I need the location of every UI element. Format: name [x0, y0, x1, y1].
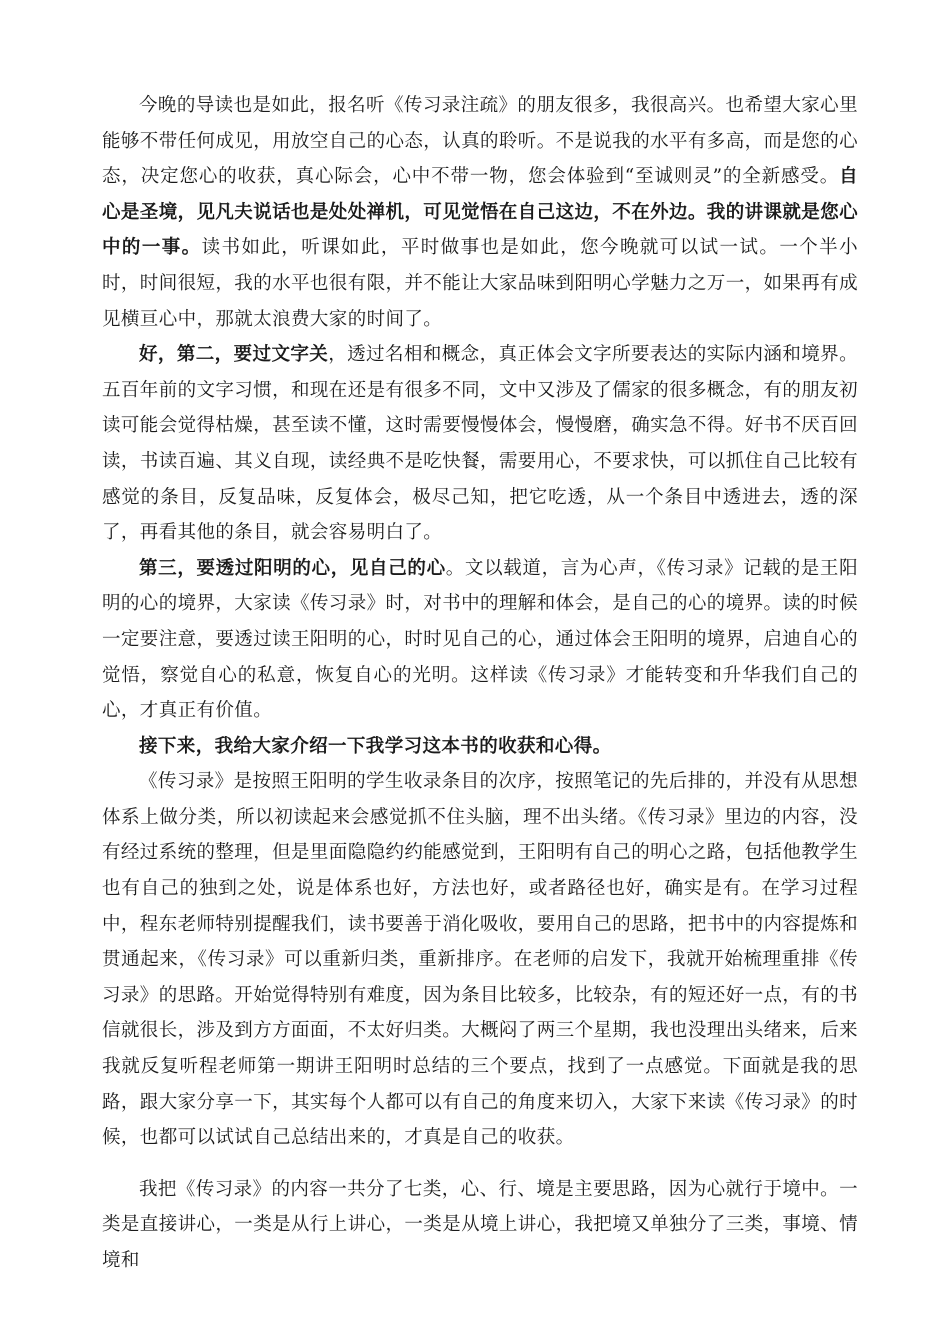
text-segment: 我把《传习录》的内容一共分了七类，心、行、境是主要思路，因为心就行于境中。一类是直接讲心，一类是从行上讲心，一类是从境上讲心，我把境又单独分了三类，事境、情境和 — [102, 1178, 859, 1271]
text-segment: 《传习录》是按照王阳明的学生收录条目的次序，按照笔记的先后排的，并没有从思想体系上做分类，所以初读起来会感觉抓不住头脑，理不出头绪。《传习录》里边的内容，没有经过系统的整理，但是里面隐隐约约能感觉到，王阳明有自己的明心之路，包括他教学生也有自己的独到之处，说是体系也好，方法也好，或者路径也好，确实是有。在学习过程中，程东老师特别提醒我们，读书要善于消化吸收，要用自己的思路，把书中的内容提炼和贯通起来，《传习录》可以重新归类，重新排序。在老师的启发下，我就开始梳理重排《传习录》的思路。开始觉得特别有难度，因为条目比较多，比较杂，有的短还好一点，有的书信就很长，涉及到方方面面，不太好归类。大概闷了两三个星期，我也没理出头绪来，后来我就反复听程老师第一期讲王阳明时总结的三个要点，找到了一点感觉。下面就是我的思路，跟大家分享一下，其实每个人都可以有自己的角度来切入，大家下来读《传习录》的时候，也都可以试试自己总结出来的，才真是自己的收获。 — [102, 771, 859, 1149]
text-segment: 读书如此，听课如此，平时做事也是如此，您今晚就可以试一试。一个半小时，时间很短，我的水平也很有限，并不能让大家品味到阳明心学魅力之万一，如果再有成见横亘心中，那就太浪费大家的时间了。 — [102, 237, 859, 330]
paragraph-heading-next — [102, 729, 858, 765]
bold-text-segment: 好，第二，要过文字关 — [139, 344, 329, 366]
paragraph-book-structure — [102, 764, 858, 1156]
paragraph-mind-attitude — [102, 88, 858, 337]
text-segment: 。文以载道，言为心声，《传习录》记载的是王阳明的心的境界，大家读《传习录》时，对书中的理解和体会，是自己的心的境界。读的时候一定要注意，要透过读王阳明的心，时时见自己的心，通过体会王阳明的境界，启迪自心的觉悟，察觉自心的私意，恢复自心的光明。这样读《传习录》才能转变和升华我们自己的心，才真正有价值。 — [102, 557, 859, 722]
bold-text-segment: 自心是圣境，见凡夫说话也是处处禅机，可见觉悟在自己这边，不在外边。我的讲课就是您心中的一事。 — [102, 166, 859, 259]
paragraph-third-point — [102, 551, 858, 729]
bold-text-segment: 第三，要透过阳明的心，见自己的心 — [139, 557, 446, 579]
bold-text-segment: 接下来，我给大家介绍一下我学习这本书的收获和心得。 — [139, 735, 612, 757]
text-segment: 今晚的导读也是如此，报名听《传习录注疏》的朋友很多，我很高兴。也希望大家心里能够不带任何成见，用放空自己的心态，认真的聆听。不是说我的水平有多高，而是您的心态，决定您心的收获，真心际会，心中不带一物，您会体验到“至诚则灵”的全新感受。 — [102, 95, 859, 188]
paragraph-seven-categories — [102, 1172, 858, 1279]
paragraph-second-point — [102, 337, 858, 551]
document-page — [102, 88, 858, 1279]
text-segment: ，透过名相和概念，真正体会文字所要表达的实际内涵和境界。五百年前的文字习惯，和现在还是有很多不同，文中又涉及了儒家的很多概念，有的朋友初读可能会觉得枯燥，甚至读不懂，这时需要慢慢体会，慢慢磨，确实急不得。好书不厌百回读，书读百遍、其义自现，读经典不是吃快餐，需要用心，不要求快，可以抓住自己比较有感觉的条目，反复品味，反复体会，极尽己知，把它吃透，从一个条目中透进去，透的深了，再看其他的条目，就会容易明白了。 — [102, 344, 859, 544]
